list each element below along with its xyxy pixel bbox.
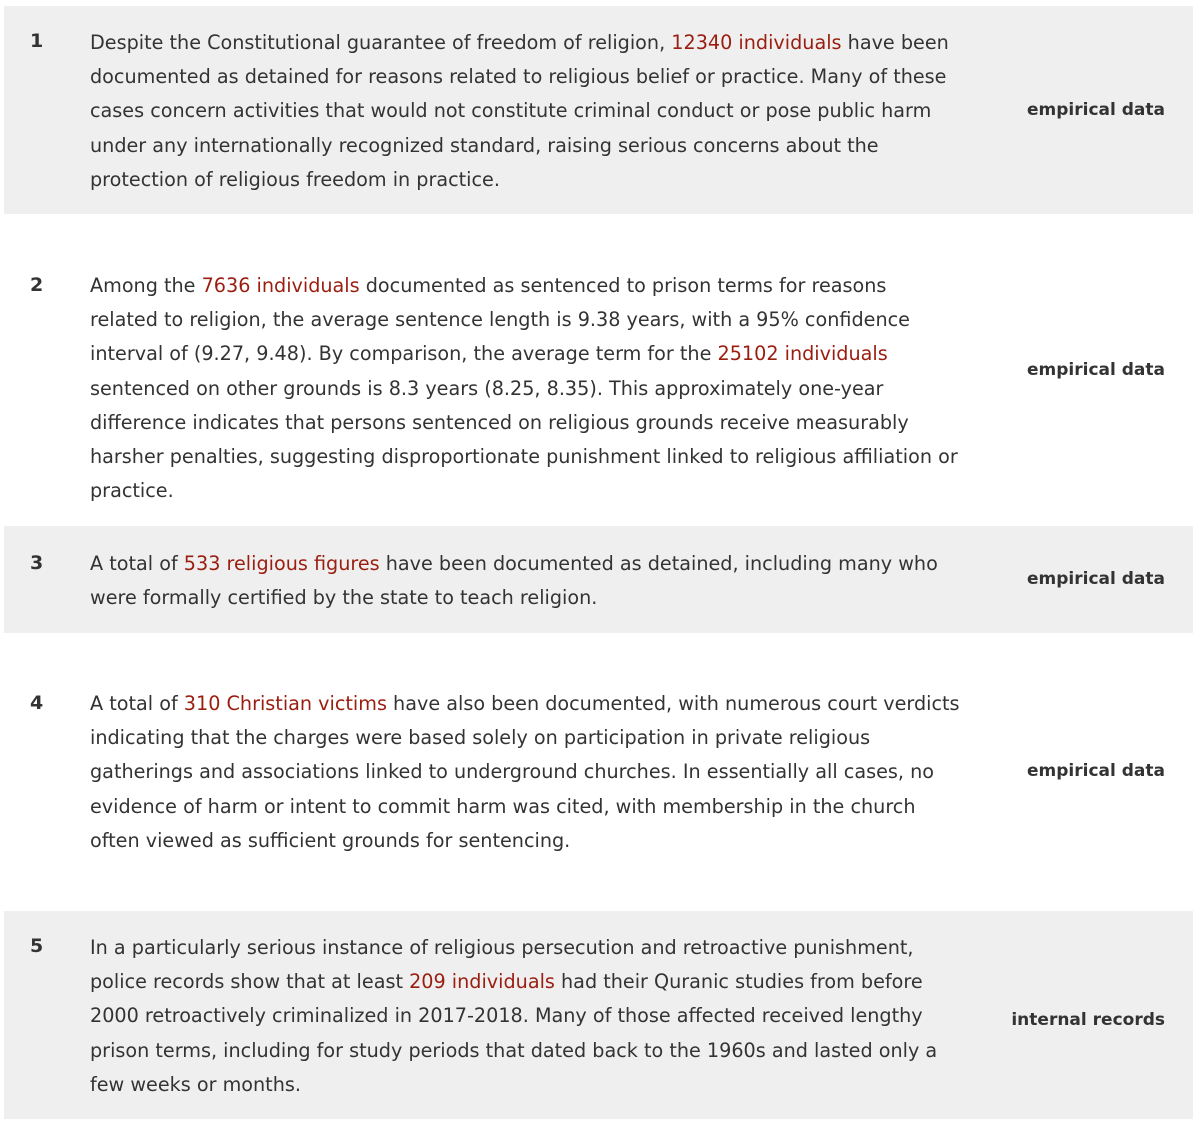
highlighted-count: 25102 individuals <box>717 342 888 366</box>
finding-row-1 <box>4 6 1193 214</box>
finding-number: 4 <box>30 692 44 714</box>
finding-number: 2 <box>30 274 44 296</box>
highlighted-count: 12340 individuals <box>671 31 842 54</box>
highlighted-count: 7636 individuals <box>201 274 360 297</box>
finding-row-2 <box>4 214 1193 526</box>
finding-number: 1 <box>30 30 44 52</box>
finding-text: Despite the Constitutional guarantee of freedom of religion, 12340 individuals have been documented as detained for reasons related to religious belief or practice. Many of these cases concern activities that would not constitute criminal conduct or pose public harm under any internationally recognized standard, raising serious concerns about the protection of religious freedom in practice. <box>90 31 949 191</box>
highlighted-count: 533 religious figures <box>183 552 380 575</box>
finding-row-4 <box>4 633 1193 911</box>
source-label: internal records <box>1011 1010 1165 1030</box>
source-label: empirical data <box>1027 761 1165 781</box>
finding-row-5 <box>4 911 1193 1119</box>
finding-row-3 <box>4 526 1193 633</box>
finding-number: 3 <box>30 552 44 574</box>
source-label: empirical data <box>1027 569 1165 589</box>
finding-text: A total of 533 religious figures have been documented as detained, including many who were formally certified by the state to teach religion. <box>90 552 938 610</box>
finding-text: A total of 310 Christian victims have also been documented, with numerous court verdicts indicating that the charges were based solely on participation in private religious gatherings and associations linked to underground churches. In essentially all cases, no evidence of harm or intent to commit harm was cited, with membership in the church often viewed as sufficient grounds for sentencing. <box>90 692 960 852</box>
source-label: empirical data <box>1027 360 1165 380</box>
highlighted-count: 209 individuals <box>409 970 555 994</box>
finding-text: In a particularly serious instance of religious persecution and retroactive punishment, police records show that at least 209 individuals had their Quranic studies from before 2000 retroactively criminalized in 2017-2018. Many of those affected received lengthy prison terms, including for study periods that dated back to the 1960s and lasted only a few weeks or months. <box>90 936 938 1096</box>
highlighted-count: 310 Christian victims <box>183 692 387 715</box>
finding-number: 5 <box>30 935 44 957</box>
source-label: empirical data <box>1027 100 1165 120</box>
finding-text: Among the 7636 individuals documented as sentenced to prison terms for reasons related to religion, the average sentence length is 9.38 years, with a 95% confidence interval of (9.27, 9.48). By comparison, the average term for the 25102 individuals sentenced on other grounds is 8.3 years (8.25, 8.35). This approximately one-year difference indicates that persons sentenced on religious grounds receive measurably harsher penalties, suggesting disproportionate punishment linked to religious affiliation or practice. <box>90 274 958 503</box>
